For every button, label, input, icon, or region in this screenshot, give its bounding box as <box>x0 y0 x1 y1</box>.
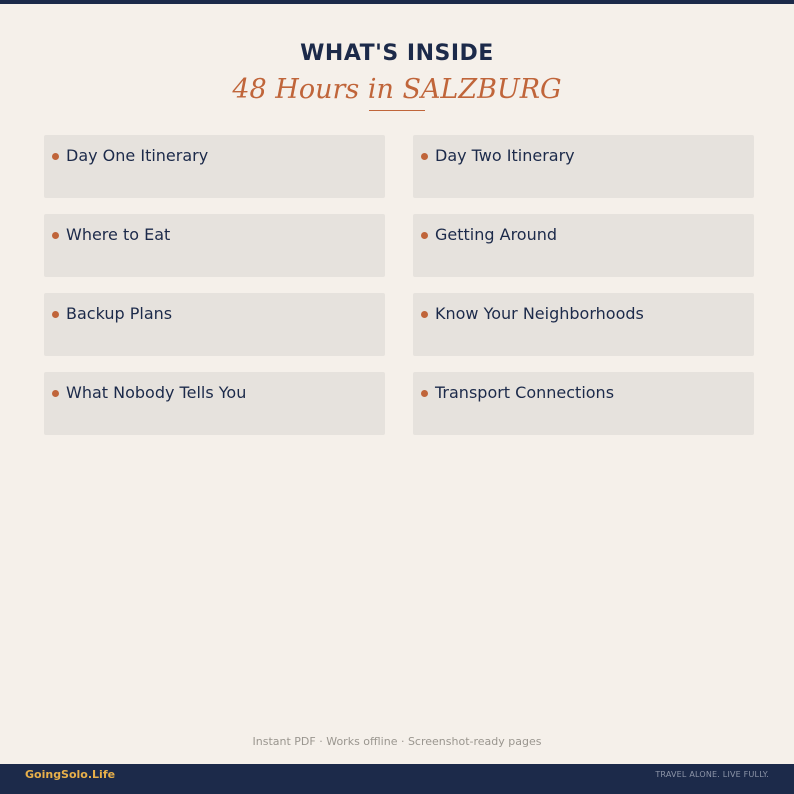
bullet-dot-icon <box>421 390 428 397</box>
bullet-dot-icon <box>421 311 428 318</box>
content-card-label: Day Two Itinerary <box>435 146 575 165</box>
page-title: WHAT'S INSIDE <box>300 41 494 66</box>
page-subtitle: 48 Hours in SALZBURG <box>232 74 562 105</box>
content-card-label: Where to Eat <box>66 225 171 244</box>
contents-grid <box>44 135 754 435</box>
content-card <box>44 293 385 356</box>
content-card-label: What Nobody Tells You <box>66 383 247 402</box>
bullet-dot-icon <box>421 232 428 239</box>
content-card <box>44 214 385 277</box>
content-card-label: Backup Plans <box>66 304 173 323</box>
content-card <box>413 135 754 198</box>
bullet-dot-icon <box>421 153 428 160</box>
bullet-dot-icon <box>52 153 59 160</box>
content-card-label: Transport Connections <box>435 383 615 402</box>
bullet-dot-icon <box>52 232 59 239</box>
content-card <box>413 372 754 435</box>
brand-motto: TRAVEL ALONE. LIVE FULLY. <box>655 770 769 779</box>
content-card <box>44 135 385 198</box>
content-card <box>413 214 754 277</box>
content-card <box>413 293 754 356</box>
content-card-label: Getting Around <box>435 225 558 244</box>
footer-bar <box>0 764 794 794</box>
bullet-dot-icon <box>52 311 59 318</box>
feature-tagline: Instant PDF · Works offline · Screenshot-ready pages <box>252 735 542 748</box>
content-card-label: Know Your Neighborhoods <box>435 304 644 323</box>
brand-name: GoingSolo.Life <box>25 768 116 781</box>
top-accent-bar <box>0 0 794 4</box>
subtitle-underline <box>369 110 425 111</box>
bullet-dot-icon <box>52 390 59 397</box>
content-card <box>44 372 385 435</box>
content-card-label: Day One Itinerary <box>66 146 209 165</box>
